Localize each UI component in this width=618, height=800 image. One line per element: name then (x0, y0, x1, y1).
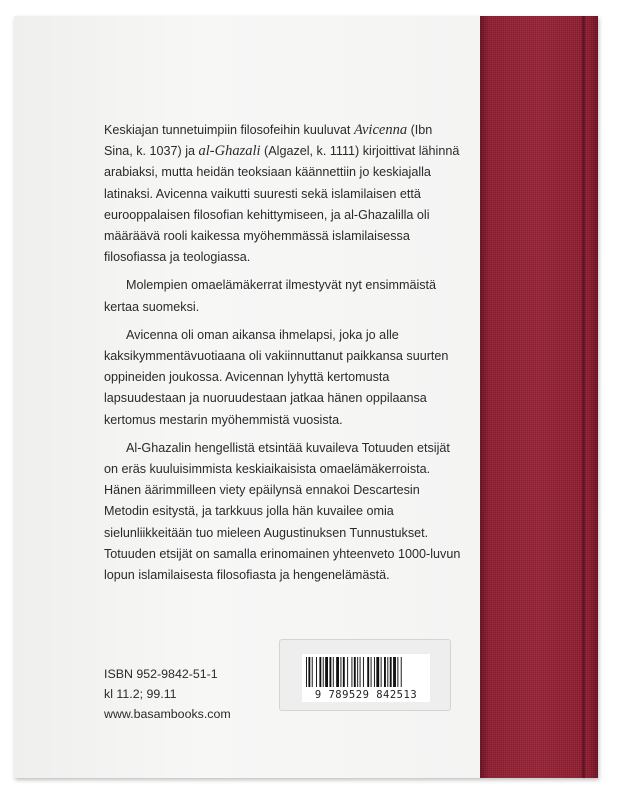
barcode-bar (393, 657, 396, 687)
barcode-bar (312, 657, 313, 687)
barcode-bar (354, 657, 356, 687)
blurb-name-avicenna: Avicenna (353, 122, 408, 138)
barcode-bar (343, 657, 345, 687)
barcode-bar (316, 657, 317, 687)
barcode-bar (401, 657, 402, 687)
barcode-bar (336, 657, 339, 687)
barcode-bars (306, 657, 426, 689)
barcode-digits: 9 789529 842513 (314, 689, 418, 701)
barcode-bar (347, 657, 348, 687)
barcode-bar (360, 657, 361, 687)
barcode-bar (371, 657, 372, 687)
blurb-p1-end: (Algazel, k. 1111) kirjoittivat lähinnä arabiaksi, mutta heidän teoksiaan käännettiin jo keskiajalla latinaksi. Avicenna vaikutti suuresti sekä islamilaisen että eurooppalaisen filosofian kehittymiseen, ja al-Ghazalilla oli määräävä rooli kaikessa myöhemmässä islamilaisessa filosofiassa ja teologiassa. (104, 144, 460, 265)
barcode-bar (390, 657, 392, 687)
barcode-sticker (279, 639, 451, 711)
barcode-bar (374, 657, 375, 687)
barcode (302, 654, 430, 702)
blurb-paragraph-1 (104, 120, 464, 268)
barcode-bar (351, 657, 352, 687)
barcode-bar (323, 657, 324, 687)
publisher-info (104, 664, 231, 724)
spine-cloth (480, 16, 598, 778)
spine-groove (582, 16, 585, 778)
blurb-text (104, 120, 464, 593)
barcode-bar (367, 657, 369, 687)
barcode-bar (384, 657, 386, 687)
barcode-bar (308, 657, 310, 687)
blurb-p1-start: Keskiajan tunnetuimpiin filosofeihin kuuluvat (104, 123, 354, 137)
barcode-bar (397, 657, 398, 687)
blurb-p1-middle: (Ibn Sina, k. 1037) ja (104, 123, 433, 159)
publisher-website: www.basambooks.com (104, 707, 231, 721)
barcode-bar (325, 657, 328, 687)
cover-panel (14, 16, 480, 778)
barcode-bar (340, 657, 341, 687)
blurb-paragraph-2: Molempien omaelämäkerrat ilmestyvät nyt ensimmäistä kertaa suomeksi. (104, 278, 437, 314)
barcode-bar (357, 657, 358, 687)
barcode-bar (363, 657, 364, 687)
barcode-bar (319, 657, 321, 687)
book-back-cover (14, 16, 598, 778)
barcode-bar (333, 657, 334, 687)
barcode-bar (381, 657, 382, 687)
blurb-paragraph-4: Al-Ghazalin hengellistä etsintää kuvaileva Totuuden etsijät on eräs kuuluisimmista keskiaikaisista omaelämäkerroista. Hänen äärimmilleen viety epäilynsä ennakoi Descartesin Metodin esitystä, ja tarkkuus jolla hän kuvailee omia sielunliikkeitään tuo mieleen Augustinuksen Tunnustukset. Totuuden etsijät on samalla erinomainen yhteenveto 1000-luvun lopun islamilaisesta filosofiasta ja hengenelämästä. (104, 440, 461, 583)
barcode-bar (387, 657, 388, 687)
barcode-bar (329, 657, 331, 687)
barcode-bar (306, 657, 307, 687)
isbn-text: ISBN 952-9842-51-1 (104, 667, 218, 681)
barcode-bar (376, 657, 379, 687)
blurb-name-al-ghazali: al-Ghazali (198, 143, 261, 160)
classification-text: kl 11.2; 99.11 (104, 687, 177, 701)
blurb-paragraph-3: Avicenna oli oman aikansa ihmelapsi, joka jo alle kaksikymmentävuotiaana oli vakiinnuttanut paikkansa suurten oppineiden joukossa. Avicennan lyhyttä kertomusta lapsuudestaan ja nuoruudestaan jatkaa hänen oppilaansa kertomus mestarin myöhemmistä vuosista. (104, 327, 449, 427)
